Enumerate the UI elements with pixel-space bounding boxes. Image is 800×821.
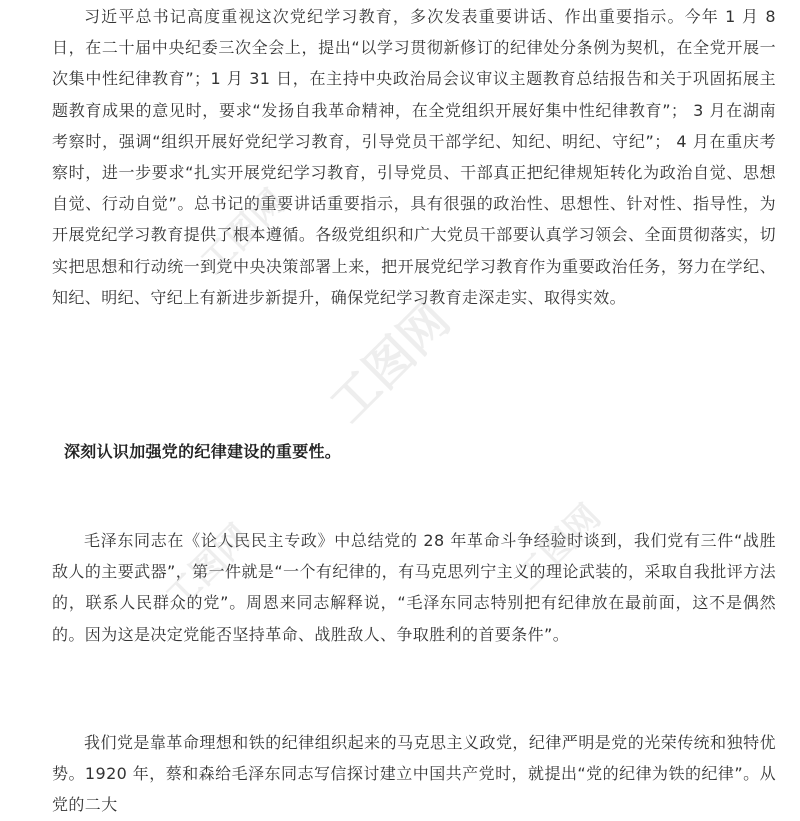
paragraph-mao-three-weapons: 毛泽东同志在《论人民民主专政》中总结党的 28 年革命斗争经验时谈到，我们党有三件“战胜敌人的主要武器”，第一件就是“一个有纪律的，有马克思列宁主义的理论武装的，采取自我批评方法的，联系人民群众的党”。周恩来同志解释说，“毛泽东同志特别把有纪律放在最前面，这不是偶然的。因为这是决定党能否坚持革命、战胜敌人、争取胜利的首要条件”。: [52, 531, 776, 644]
watermark-logo: 工图网: [319, 291, 461, 434]
paragraph-xi-discipline-education: 习近平总书记高度重视这次党纪学习教育，多次发表重要讲话、作出重要指示。今年 1 月 8 日，在二十届中央纪委三次全会上，提出“以学习贯彻新修订的纪律处分条例为契机，在全党开展一次集中性纪律教育”；1 月 31 日，在主持中央政治局会议审议主题教育总结报告和关于巩固拓展主题教育成果的意见时，要求“发扬自我革命精神，在全党组织开展好集中性纪律教育”； 3 月在湖南考察时，强调“组织开展好党纪学习教育，引导党员干部学纪、知纪、明纪、守纪”； 4 月在重庆考察时，进一步要求“扎实开展党纪学习教育，引导党员、干部真正把纪律规矩转化为政治自觉、思想自觉、行动自觉”。总书记的重要讲话重要指示，具有很强的政治性、思想性、针对性、指导性，为开展党纪学习教育提供了根本遵循。各级党组织和广大党员干部要认真学习领会、全面贯彻落实，切实把思想和行动统一到党中央决策部署上来，把开展党纪学习教育作为重要政治任务，努力在学纪、知纪、明纪、守纪上有新进步新提升，确保党纪学习教育走深走实、取得实效。: [52, 7, 776, 307]
watermark-logo: 工图网: [508, 496, 609, 598]
section-heading: 深刻认识加强党的纪律建设的重要性。: [64, 442, 342, 461]
watermark-logo: 工图网: [158, 516, 259, 618]
paragraph-iron-discipline: 我们党是靠革命理想和铁的纪律组织起来的马克思主义政党，纪律严明是党的光荣传统和独特优势。1920 年，蔡和森给毛泽东同志写信探讨建立中国共产党时，就提出“党的纪律为铁的纪律”。从党的二大: [52, 733, 776, 815]
watermark-logo: 工图网: [193, 181, 294, 283]
